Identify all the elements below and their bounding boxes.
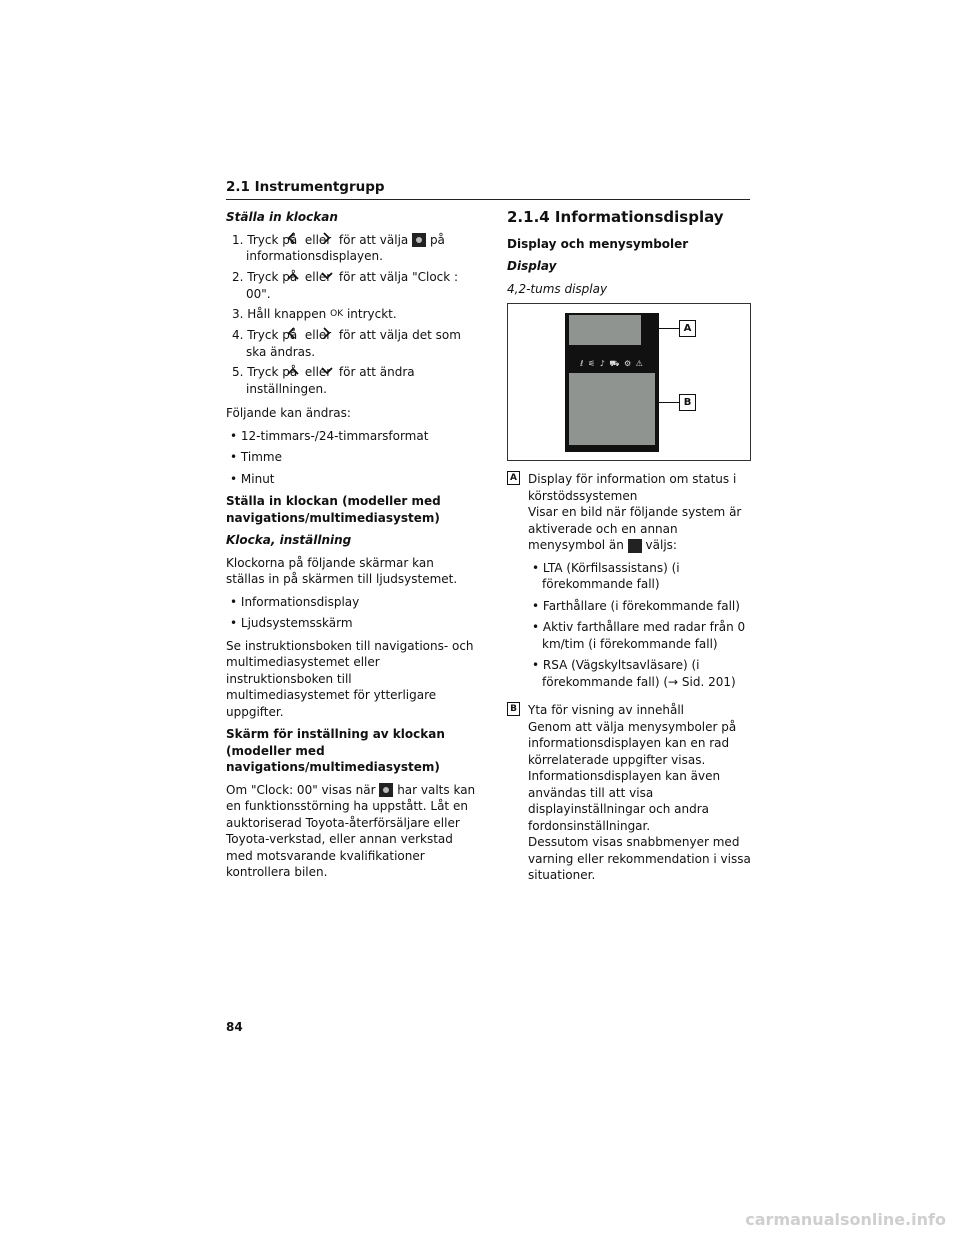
entry-b-text: Genom att välja menysymboler på informationsdisplayen kan en rad körrelaterade uppgifter visas. Informationsdisplayen kan även användas till att visa displayinställningar och andra fordonsinställningar.: [528, 719, 737, 833]
step-number: 1.: [232, 232, 244, 247]
step-text: intryckt.: [346, 307, 397, 321]
step-text: på informationsdisplayen.: [246, 232, 445, 264]
settings-icon: [379, 783, 393, 797]
entry-b-text2: Dessutom visas snabbmenyer med varning eller rekommendation i vissa situationer.: [528, 835, 751, 882]
entry-a-list: [528, 560, 751, 691]
list-item: • Aktiv farthållare med radar från 0 km/tim (i förekommande fall): [532, 620, 746, 651]
display-screen: [565, 313, 659, 452]
step-text: Tryck på: [247, 327, 298, 342]
header-rule: [226, 199, 750, 200]
step-text: för att välja det: [338, 327, 432, 342]
ok-key-icon: OK: [330, 309, 344, 320]
display-menu-subheading: Display och menysymboler: [507, 236, 689, 251]
step-text: Tryck på: [247, 269, 298, 284]
step-4: [226, 327, 476, 360]
step-text: eller: [304, 365, 332, 379]
list-item: • 12-timmars-/24-timmarsformat: [230, 428, 429, 443]
set-clock-title: Ställa in klockan: [226, 210, 338, 224]
callout-line-b: [656, 402, 679, 403]
list-item: • Minut: [230, 471, 275, 486]
step-3: [226, 306, 476, 323]
step-text: Tryck på: [247, 365, 298, 379]
entry-a-text: Visar en bild när följande system är aktiverade och en annan menysymbol än väljs:: [528, 505, 742, 552]
section-header: 2.1 Instrumentgrupp: [226, 179, 385, 195]
step-text: för att ändra: [338, 365, 415, 379]
list-item: • Farthållare (i förekommande fall): [532, 598, 740, 613]
screen-setting-text: Om "Clock: 00" visas när har valts kan en funktionsstörning ha uppstått. Låt en auktoriserad Toyota-återförsäljare eller Toyota-verkstad, eller annan verkstad med motsvarande kvalifikationer kontrollera bilen.: [226, 782, 476, 880]
nav-screen-list: [226, 594, 476, 632]
list-item: • Timme: [230, 450, 282, 465]
list-item: • RSA (Vägskyltsavläsare) (i förekommande fall) (→ Sid. 201): [532, 658, 736, 689]
right-column: [507, 209, 751, 890]
content-area: [569, 373, 655, 445]
driving-assist-icon: [628, 539, 642, 553]
step-number: 2.: [232, 269, 244, 284]
step-text: eller: [304, 327, 332, 342]
entry-b: [507, 702, 751, 884]
nav-reference: Se instruktionsboken till navigations- och multimediasystemet eller instruktionsboken till multimediasystemet för ytterligare uppgifter.: [226, 638, 474, 719]
step-number: 3.: [232, 307, 244, 321]
left-column: [226, 209, 476, 887]
step-text: för att välja: [338, 269, 409, 284]
entry-tag-b: B: [507, 702, 520, 716]
callout-a: A: [679, 320, 696, 337]
display-figure: [507, 303, 751, 461]
step-text: "Clock : 00".: [246, 269, 459, 301]
step-text: inställningen.: [246, 381, 327, 396]
screen-setting-title: Skärm för inställning av klockan (modeller med navigations/multimediasystem): [226, 727, 445, 775]
list-item: • Informationsdisplay: [230, 594, 360, 609]
step-text: eller: [304, 232, 332, 247]
list-item: • LTA (Körfilsassistans) (i förekommande fall): [532, 560, 680, 591]
nav-clock-subtitle: Klocka, inställning: [226, 533, 352, 548]
step-text: för att välja: [338, 232, 409, 247]
step-text: Tryck på: [247, 232, 298, 247]
step-text: eller: [304, 269, 332, 284]
callout-line-a: [643, 328, 679, 329]
information-display-heading: 2.1.4 Informationsdisplay: [507, 208, 724, 226]
callout-b: B: [679, 394, 696, 411]
entry-tag-a: A: [507, 471, 520, 485]
driving-assist-area: [569, 315, 641, 345]
settings-icon: [412, 233, 426, 247]
set-clock-steps: [226, 232, 476, 398]
step-number: 4.: [232, 327, 244, 342]
display-subheading: Display: [507, 259, 557, 273]
nav-clock-text: Klockorna på följande skärmar kan ställas in på skärmen till ljudsystemet.: [226, 555, 458, 587]
entry-a-title: Display för information om status i körstödssystemen: [528, 472, 737, 503]
step-text: som ska ändras.: [246, 327, 461, 359]
site-watermark: carmanualsonline.info: [745, 1210, 946, 1229]
list-item: • Ljudsystemsskärm: [230, 616, 353, 631]
page-number: 84: [226, 1020, 243, 1034]
entry-b-title: Yta för visning av innehåll: [528, 703, 685, 717]
step-5: [226, 364, 476, 397]
step-2: [226, 269, 476, 302]
step-number: 5.: [232, 365, 244, 379]
display-size-label: 4,2-tums display: [507, 281, 608, 296]
changeable-intro: Följande kan ändras:: [226, 406, 351, 421]
changeable-list: [226, 428, 476, 488]
step-1: [226, 232, 476, 265]
step-text: Håll knappen: [247, 307, 327, 321]
menu-icon-bar: ℓ ⚟ ♪ ⛟ ⚙ ⚠: [580, 359, 644, 368]
nav-clock-title: Ställa in klockan (modeller med navigations/multimediasystem): [226, 494, 441, 525]
entry-a: [507, 471, 751, 696]
